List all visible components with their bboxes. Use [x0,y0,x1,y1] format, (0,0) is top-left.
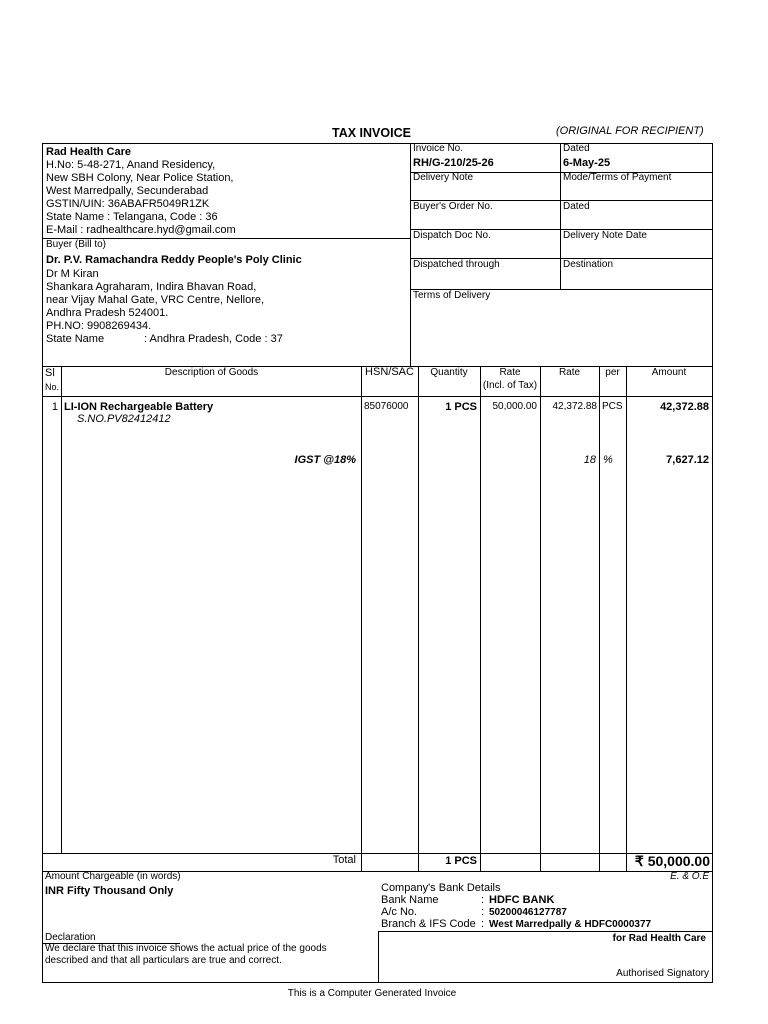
header-hsn: HSN/SAC [365,366,414,378]
header-sl-no: No. [45,382,60,392]
seller-gstin: GSTIN/UIN: 36ABAFR5049R1ZK [46,198,210,210]
terms-delivery-label: Terms of Delivery [413,290,491,301]
signature-box-left [378,931,379,983]
invoice-no: RH/G-210/25-26 [413,157,494,169]
buyer-contact: Dr M Kiran [46,268,99,280]
footer-note: This is a Computer Generated Invoice [287,988,457,999]
seller-address-line: H.No: 5-48-271, Anand Residency, [46,159,216,171]
item-serial: S.NO.PV82412412 [77,413,171,425]
bank-branch-label: Branch & IFS Code [381,918,476,930]
destination-label: Destination [563,259,614,270]
item-sl: 1 [51,401,58,413]
buyer-state-label: State Name [46,333,105,345]
declaration-text-2: described and that all particulars are true and correct. [45,955,282,966]
declaration-text-1: We declare that this invoice shows the actual price of the goods [45,943,327,954]
bank-ac-sep: : [481,906,485,918]
bank-heading: Company's Bank Details [381,882,501,894]
item-per: PCS [602,401,623,412]
order-dated-label: Dated [563,201,590,212]
header-rate: Rate [558,367,581,378]
page-title: TAX INVOICE [332,126,411,140]
bank-name-sep: : [481,894,485,906]
bank-branch: West Marredpally & HDFC0000377 [489,919,652,930]
tax-rate: 18 [583,454,596,466]
tax-label: IGST @18% [294,454,356,466]
col-divider [480,366,481,871]
seller-address-line: West Marredpally, Secunderabad [46,185,209,197]
frame-top [42,143,713,144]
total-label: Total [332,854,356,866]
header-rate-incl: Rate [499,367,521,378]
signature-for: for Rad Health Care [612,933,706,944]
invoice-date: 6-May-25 [563,157,611,169]
col-divider [599,366,600,871]
header-rate-incl-sub: (Incl. of Tax) [482,380,538,391]
frame-right [712,143,713,983]
frame-left [42,143,43,983]
bank-name-label: Bank Name [381,894,439,906]
tax-amount: 7,627.12 [666,454,709,466]
header-sl: Sl [45,367,55,379]
bank-ac-label: A/c No. [381,906,418,918]
buyer-address-line: near Vijay Mahal Gate, VRC Centre, Nellore, [46,294,265,306]
buyer-address-line: Shankara Agraharam, Indira Bhavan Road, [46,281,257,293]
seller-address-line: New SBH Colony, Near Police Station, [46,172,234,184]
seller-email: E-Mail : radhealthcare.hyd@gmail.com [46,224,236,236]
eoe-label: E. & O.E [670,871,709,882]
delivery-note-date-label: Delivery Note Date [563,230,647,241]
mode-terms-label: Mode/Terms of Payment [563,172,672,183]
col-divider [61,366,62,853]
signature-box-top [378,931,713,932]
dispatch-doc-label: Dispatch Doc No. [413,230,491,241]
bank-ac-no: 50200046127787 [489,907,567,918]
tax-per: % [603,454,613,466]
dispatched-through-label: Dispatched through [413,259,500,270]
meta-mid-border [560,143,561,290]
amount-words: INR Fifty Thousand Only [45,885,174,897]
item-quantity: 1 PCS [445,401,477,413]
invoice-no-label: Invoice No. [413,143,464,154]
signature-label: Authorised Signatory [616,968,709,979]
item-rate-incl: 50,000.00 [492,401,537,412]
bank-name: HDFC BANK [489,894,555,906]
item-rate: 42,372.88 [552,401,597,412]
dated-label: Dated [563,143,590,154]
buyers-order-label: Buyer's Order No. [413,201,493,212]
bank-branch-sep: : [481,918,485,930]
buyer-phone: PH.NO: 9908269434. [46,320,152,332]
header-per: per [605,367,620,378]
copy-label: (ORIGINAL FOR RECIPIENT) [556,125,704,137]
total-quantity: 1 PCS [445,855,477,867]
buyer-address-line: Andhra Pradesh 524001. [46,307,169,319]
table-header-line [42,396,713,397]
buyer-name: Dr. P.V. Ramachandra Reddy People's Poly Clinic [46,254,302,266]
col-divider [626,366,627,871]
amount-words-label: Amount Chargeable (in words) [45,871,181,882]
total-amount: ₹ 50,000.00 [634,853,710,869]
delivery-note-label: Delivery Note [413,172,474,183]
col-divider [361,366,362,871]
seller-state: State Name : Telangana, Code : 36 [46,211,218,223]
item-amount: 42,372.88 [660,401,709,413]
buyer-label: Buyer (Bill to) [46,239,107,250]
item-hsn: 85076000 [364,401,409,412]
buyer-state-value: : Andhra Pradesh, Code : 37 [144,333,283,345]
col-divider [540,366,541,871]
header-amount: Amount [651,367,687,378]
header-description: Description of Goods [164,367,259,378]
declaration-label: Declaration [45,932,96,943]
header-quantity: Quantity [430,367,468,378]
item-description: LI-ION Rechargeable Battery [64,401,214,413]
seller-name: Rad Health Care [46,146,131,158]
meta-left-border [410,143,411,366]
col-divider [418,366,419,871]
